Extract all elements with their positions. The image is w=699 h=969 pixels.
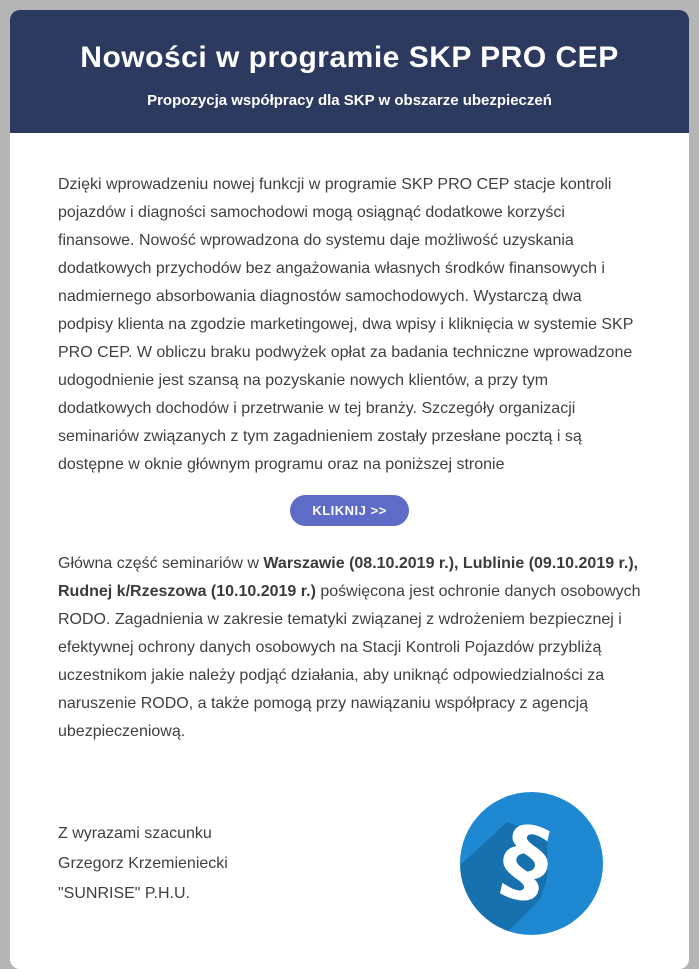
section-sign-icon-svg — [460, 792, 603, 935]
signature-line-1: Z wyrazami szacunku — [58, 824, 212, 842]
intro-paragraph: Dzięki wprowadzeniu nowej funkcji w programie SKP PRO CEP stacje kontroli pojazdów i diagności samochodowi mogą osiągnąć dodatkowe korzyści finansowe. Nowość wprowadzona do systemu daje możliwość uzyskania dodatkowych przychodów bez angażowania własnych środków finansowych i nadmiernego absorbowania diagnostów samochodowych. Wystarczą dwa podpisy klienta na zgodzie marketingowej, dwa wpisy i kliknięcia w systemie SKP PRO CEP. W obliczu braku podwyżek opłat za badania techniczne wprowadzone udogodnienie jest szansą na pozyskanie nowych klientów, a przy tym dodatkowych dochodów i przetrwanie w tej branży. Szczegóły organizacji seminariów związanych z tym zagadnieniem zostały przesłane pocztą i są dostępne w oknie głównym programu oraz na poniższej stronie — [58, 176, 634, 473]
seminar-paragraph — [58, 550, 641, 746]
email-header — [10, 10, 689, 133]
email-body — [10, 133, 689, 969]
page-subtitle: Propozycja współpracy dla SKP w obszarze ubezpieczeń — [147, 91, 552, 109]
signature-line-3: "SUNRISE" P.H.U. — [58, 884, 190, 902]
seminar-suffix: poświęcona jest ochronie danych osobowych RODO. Zagadnienia w zakresie tematyki związanej z wdrożeniem bezpiecznej i efektywnej ochrony danych osobowych na Stacji Kontroli Pojazdów przybliżą uczestnikom jakie należy podjąć działania, aby uniknąć odpowiedzialności za naruszenie RODO, a także pomogą przy nawiązaniu współpracy z agencją ubezpieczeniową. — [58, 583, 641, 740]
seminar-dates: Warszawie (08.10.2019 r.), Lublinie (09.10.2019 r.), Rudnej k/Rzeszowa (10.10.2019 r.) — [58, 555, 639, 600]
signature-line-2: Grzegorz Krzemieniecki — [58, 854, 228, 872]
page-title: Nowości w programie SKP PRO CEP — [80, 40, 619, 74]
email-card — [10, 10, 689, 969]
kliknij-button[interactable]: KLIKNIJ >> — [290, 495, 408, 526]
signature-row — [58, 792, 641, 935]
seminar-prefix: Główna część seminariów w — [58, 555, 264, 572]
section-sign-icon — [460, 792, 603, 935]
signature-block — [58, 819, 228, 909]
cta-row — [58, 495, 641, 526]
section-sign-glyph: § — [491, 803, 561, 918]
